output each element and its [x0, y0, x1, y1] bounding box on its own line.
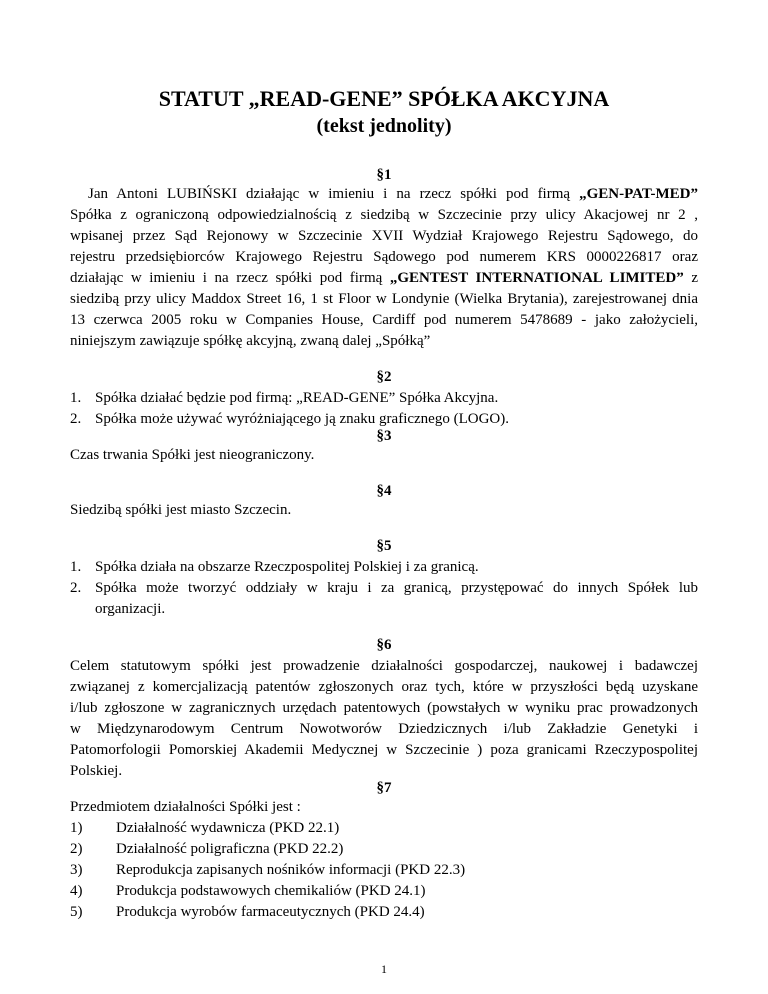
section-6-line: związanej z komercjalizacją patentów zgłoszonych oraz tych, które w przyszłości będą uzyskane [70, 679, 698, 695]
section-1-line: 13 czerwca 2005 roku w Companies House, Cardiff pod numerem 5478689 - jako założycieli, [70, 312, 698, 328]
section-6-line: Polskiej. [70, 763, 123, 779]
section-3-text: Czas trwania Spółki jest nieograniczony. [70, 447, 315, 463]
section-1-line [70, 269, 698, 287]
section-6-line: Celem statutowym spółki jest prowadzenie działalności gospodarczej, naukowej i badawczej [70, 658, 698, 674]
list-item: Produkcja podstawowych chemikaliów (PKD 24.1) [116, 883, 426, 899]
section-6-line: i/lub zgłoszone w zagranicznych urzędach patentowych (powstałych w wyniku prac prowadzonych [70, 700, 698, 716]
list-number: 1. [70, 559, 82, 575]
section-4-text: Siedzibą spółki jest miasto Szczecin. [70, 502, 292, 518]
section-1-text: Jan Antoni LUBIŃSKI działając w imieniu i na rzecz spółki pod firmą [88, 186, 580, 202]
section-1-line: Spółka z ograniczoną odpowiedzialnością z siedzibą w Szczecinie przy ulicy Akacjowej nr 2 , [70, 207, 698, 223]
section-1-text: z [683, 270, 698, 286]
section-2-heading: §2 [376, 369, 392, 385]
section-5-heading: §5 [376, 538, 392, 554]
list-item: Produkcja wyrobów farmaceutycznych (PKD 24.4) [116, 904, 425, 920]
list-item: Działalność wydawnicza (PKD 22.1) [116, 820, 340, 836]
section-1-line: siedzibą przy ulicy Maddox Street 16, 1 st Floor w Londynie (Wielka Brytania), zarejestrowanej dnia [70, 291, 698, 307]
section-1-line: rejestru przedsiębiorców Krajowego Rejestru Sądowego pod numerem KRS 0000226817 oraz [70, 249, 698, 265]
page-number: 1 [381, 962, 387, 976]
list-number: 4) [70, 883, 83, 899]
section-1-line [88, 185, 698, 203]
section-7-intro: Przedmiotem działalności Spółki jest : [70, 799, 301, 815]
section-3-heading: §3 [376, 428, 392, 444]
list-item: Działalność poligraficzna (PKD 22.2) [116, 841, 344, 857]
list-item-continuation: organizacji. [95, 601, 166, 617]
company-name-gentest: „GENTEST INTERNATIONAL LIMITED” [389, 270, 684, 286]
section-1-heading: §1 [376, 167, 392, 183]
company-name-gen-pat-med: „GEN-PAT-MED” [579, 186, 698, 202]
list-number: 5) [70, 904, 83, 920]
section-4-heading: §4 [376, 483, 392, 499]
section-1-line: wpisanej przez Sąd Rejonowy w Szczecinie XVII Wydział Krajowego Rejestru Sądowego, do [70, 228, 698, 244]
list-number: 2. [70, 411, 82, 427]
section-6-line: w Międzynarodowym Centrum Nowotworów Dziedzicznych i/lub Zakładzie Genetyki i [70, 721, 698, 737]
list-item: Spółka działa na obszarze Rzeczpospolitej Polskiej i za granicą. [95, 559, 479, 575]
list-item: Spółka może używać wyróżniającego ją znaku graficznego (LOGO). [95, 411, 509, 427]
document-title: STATUT „READ-GENE” SPÓŁKA AKCYJNA [158, 86, 610, 111]
list-number: 1. [70, 390, 82, 406]
section-6-heading: §6 [376, 637, 392, 653]
list-item: Spółka działać będzie pod firmą: „READ-GENE” Spółka Akcyjna. [95, 390, 499, 406]
list-number: 3) [70, 862, 83, 878]
list-item: Reprodukcja zapisanych nośników informacji (PKD 22.3) [116, 862, 466, 878]
section-1-text: działając w imieniu i na rzecz spółki pod firmą [70, 270, 390, 286]
list-number: 1) [70, 820, 83, 836]
section-7-heading: §7 [376, 780, 392, 796]
section-6-line: Patomorfologii Pomorskiej Akademii Medycznej w Szczecinie ) poza granicami Rzeczypospolitej [70, 742, 698, 758]
section-1-line: niniejszym zawiązuje spółkę akcyjną, zwaną dalej „Spółką” [70, 333, 431, 349]
document-subtitle: (tekst jednolity) [316, 115, 452, 137]
list-number: 2. [70, 580, 82, 596]
list-item: Spółka może tworzyć oddziały w kraju i za granicą, przystępować do innych Spółek lub [95, 580, 698, 596]
list-number: 2) [70, 841, 83, 857]
